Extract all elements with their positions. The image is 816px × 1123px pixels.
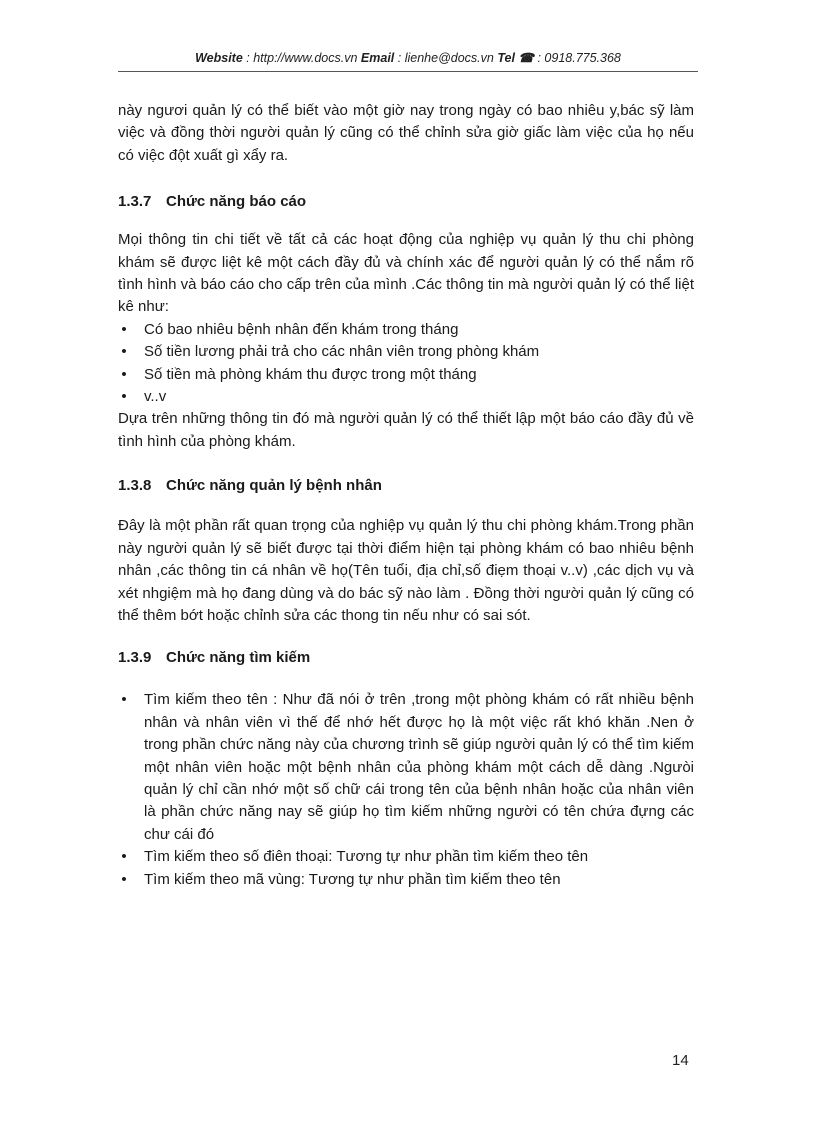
section-heading-1-3-8 xyxy=(118,475,694,497)
section-heading-1-3-7 xyxy=(118,191,694,213)
list-item xyxy=(118,869,694,891)
list-item-text: Có bao nhiêu bệnh nhân đến khám trong tháng xyxy=(144,320,459,338)
telephone-icon: ☎ xyxy=(518,51,534,65)
page-number: 14 xyxy=(672,1052,689,1069)
list-item xyxy=(118,341,694,363)
website-label: Website xyxy=(195,51,243,65)
bullet-icon: • xyxy=(121,848,127,866)
list-item-text: Tìm kiếm theo tên : Như đã nói ở trên ,trong một phòng khám có rất nhiều bệnh nhân và nhân viên vì thế để nhớ hết được họ là một việc rất khó khăn .Nen ở trong phần chức năng này của chương trình sẽ giúp người quản lý có thể tìm kiếm một nhân viên hoặc một bệnh nhân của phòng khám một cách dễ dàng .Ngưòi quản lý chỉ cần nhớ một số chữ cái trong tên của bệnh nhân hoặc của nhân viên là phần chức năng nay sẽ giúp họ tìm kiếm những người có tên chứa đựng các chư cái đó xyxy=(144,691,694,843)
section-title: Chức năng quản lý bệnh nhân xyxy=(166,477,382,495)
bullet-icon: • xyxy=(121,320,127,338)
section-heading-1-3-9 xyxy=(118,647,694,669)
page-content xyxy=(118,100,694,891)
report-paragraph: Mọi thông tin chi tiết về tất cả các hoạt động của nghiệp vụ quản lý thu chi phòng khám sẽ được liệt kê một cách đầy đủ và chính xác để người quản lý có thể nắm rõ tình hình và báo cáo cho cấp trên của mình .Các thông tin mà người quản lý có thể liệt kê như: xyxy=(118,231,694,316)
search-bullet-list xyxy=(118,689,694,891)
section-title: Chức năng tìm kiếm xyxy=(166,649,311,667)
list-item-text: Tìm kiếm theo mã vùng: Tương tự như phần tìm kiếm theo tên xyxy=(144,870,561,888)
list-item-text: v..v xyxy=(144,388,167,406)
section-number: 1.3.8 xyxy=(118,477,152,495)
bullet-icon: • xyxy=(121,343,127,361)
report-bullet-list xyxy=(118,319,694,409)
website-separator: : xyxy=(242,51,254,65)
email-separator: : xyxy=(394,51,405,65)
bullet-icon: • xyxy=(121,870,127,888)
email-value: lienhe@docs.vn xyxy=(404,51,494,65)
tel-label: Tel xyxy=(497,51,515,65)
email-label: Email xyxy=(360,51,395,65)
patient-management-paragraph: Đây là một phần rất quan trọng của nghiệp vụ quản lý thu chi phòng khám.Trong phần này người quản lý sẽ biết được tại thời điểm hiện tại phòng khám có bao nhiêu bệnh nhân ,các thông tin cá nhân về họ(Tên tuổi, địa chỉ,số điẹm thoại v..v) ,các dịch vụ và xét nhgiệm mà họ đang dùng và do bác sỹ nào làm . Đồng thời người quản lý cũng có thể thêm bớt hoặc chỉnh sửa các thong tin nếu như có sai sót. xyxy=(118,517,694,624)
intro-paragraph: này ngươi quản lý có thể biết vào một giờ nay trong ngày có bao nhiêu y,bác sỹ làm việc và đồng thời người quản lý cũng có thể chỉnh sửa giờ giấc làm việc của họ nếu có việc đột xuất gì xẩy ra. xyxy=(118,102,694,164)
section-title: Chức năng báo cáo xyxy=(166,193,307,211)
bullet-icon: • xyxy=(121,691,127,709)
list-item-text: Số tiền mà phòng khám thu được trong một tháng xyxy=(144,365,477,383)
list-item xyxy=(118,364,694,386)
list-item xyxy=(118,386,694,408)
list-item xyxy=(118,319,694,341)
page-header xyxy=(118,50,698,72)
list-item xyxy=(118,689,694,846)
website-url: http://www.docs.vn xyxy=(253,51,358,65)
report-closing-paragraph: Dựa trên những thông tin đó mà người quản lý có thể thiết lập một báo cáo đầy đủ về tình hình của phòng khám. xyxy=(118,410,694,450)
section-number: 1.3.7 xyxy=(118,193,152,211)
header-divider xyxy=(118,71,698,72)
list-item xyxy=(118,846,694,868)
section-number: 1.3.9 xyxy=(118,649,152,667)
tel-value: : 0918.775.368 xyxy=(534,51,621,65)
list-item-text: Số tiền lương phải trả cho các nhân viên trong phòng khám xyxy=(144,343,540,361)
bullet-icon: • xyxy=(121,365,127,383)
bullet-icon: • xyxy=(121,388,127,406)
list-item-text: Tìm kiếm theo số điên thoại: Tương tự như phần tìm kiếm theo tên xyxy=(144,848,589,866)
